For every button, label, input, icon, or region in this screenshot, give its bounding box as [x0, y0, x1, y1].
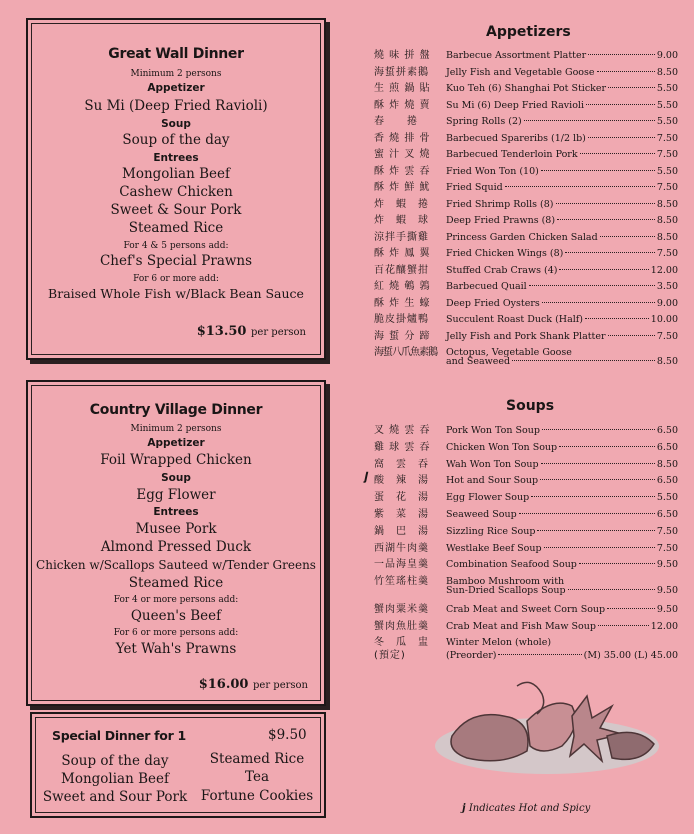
- dish-price: 7.50: [656, 330, 678, 342]
- soups-heading: Soups: [506, 398, 555, 414]
- special-dinner-box: [30, 712, 326, 818]
- country-village-appetizer-heading: Appetizer: [147, 437, 205, 449]
- dot-leader: [579, 563, 655, 564]
- hot-spicy-icon: 𝒋: [364, 470, 368, 483]
- dish-chinese-name: 酥 炸 鳳 翼: [374, 248, 431, 259]
- country-village-title: Country Village Dinner: [89, 402, 263, 418]
- soup-row: [374, 488, 678, 504]
- appetizer-row: [374, 129, 678, 145]
- great-wall-add6-dish: Braised Whole Fish w/Black Bean Sauce: [48, 286, 304, 301]
- dish-price: 6.50: [656, 475, 678, 487]
- dish-price: 7.50: [656, 248, 678, 259]
- country-village-entrees-heading: Entrees: [153, 506, 199, 518]
- dish-price: 5.50: [656, 116, 678, 127]
- appetizer-row: [374, 261, 678, 277]
- country-village-add4-note: For 4 or more persons add:: [113, 595, 239, 605]
- dish-english-name: Barbecued Spareribs (1/2 lb): [446, 132, 586, 144]
- dish-english-name: Fried Shrimp Rolls (8): [446, 198, 554, 210]
- dish-chinese-name: 叉 燒 雲 吞: [374, 425, 431, 436]
- country-village-add6-dish: Yet Wah's Prawns: [115, 641, 237, 657]
- dot-leader: [565, 252, 654, 253]
- appetizer-row: [374, 79, 678, 95]
- dish-price: 9.50: [656, 559, 678, 571]
- dish-price: 8.50: [656, 198, 678, 210]
- dot-leader: [541, 170, 655, 171]
- special-dinner-item: Sweet and Sour Pork: [42, 789, 188, 805]
- dish-english-name-cont: Sun-Dried Scallops Soup: [446, 585, 566, 596]
- dish-english-name: Westlake Beef Soup: [446, 542, 542, 554]
- dish-price: 8.50: [656, 66, 678, 78]
- country-village-dinner-box: [26, 380, 326, 706]
- dish-english-name: Fried Squid: [446, 182, 503, 193]
- dot-leader: [542, 429, 655, 430]
- country-village-entree: Chicken w/Scallops Sauteed w/Tender Greens: [36, 558, 316, 572]
- dot-leader: [519, 513, 655, 514]
- dish-english-name: Jelly Fish and Vegetable Goose: [446, 66, 595, 78]
- dot-leader: [505, 186, 655, 187]
- country-village-add6-note: For 6 or more persons add:: [113, 628, 239, 638]
- dish-english-name-cont: (Preorder): [446, 650, 497, 661]
- dish-price: 7.50: [656, 149, 678, 160]
- dish-english-name: Egg Flower Soup: [446, 492, 530, 504]
- appetizer-row: [374, 162, 678, 178]
- dish-price: 8.50: [656, 215, 678, 226]
- country-village-price: $16.00 per person: [198, 677, 308, 692]
- great-wall-minimum: Minimum 2 persons: [130, 69, 222, 79]
- dish-english-name: Princess Garden Chicken Salad: [446, 231, 598, 243]
- soup-row: [374, 505, 678, 521]
- dish-price: 9.50: [656, 604, 678, 615]
- dot-leader: [531, 496, 655, 497]
- dish-price: 5.50: [656, 83, 678, 94]
- dish-price: 5.50: [656, 492, 678, 504]
- appetizer-row: [374, 178, 678, 194]
- dish-price: 6.50: [656, 509, 678, 520]
- dot-leader: [585, 318, 649, 319]
- dish-english-name: Deep Fried Prawns (8): [446, 215, 556, 226]
- appetizer-row: [374, 46, 678, 62]
- dot-leader: [597, 71, 655, 72]
- appetizer-row: [374, 63, 678, 79]
- soup-row: [374, 555, 678, 571]
- dot-leader: [588, 137, 655, 138]
- dish-chinese-name: 脆皮掛爐鴨: [374, 314, 429, 325]
- appetizer-row: [374, 244, 678, 260]
- appetizer-row: [374, 294, 678, 310]
- dish-chinese-name: 一品海皇羹: [374, 559, 429, 571]
- dish-chinese-name: 炸 蝦 捲: [374, 198, 429, 210]
- seafood-illustration: [432, 676, 662, 776]
- appetizer-row: [374, 195, 678, 211]
- dish-price: 5.50: [656, 99, 678, 111]
- dot-leader: [586, 104, 655, 105]
- dish-chinese-name: 酥 炸 雲 吞: [374, 165, 431, 177]
- dish-chinese-name: 紅 燒 鵪 鶉: [374, 281, 431, 292]
- soup-row: [374, 522, 678, 538]
- dish-price: 12.00: [650, 621, 678, 632]
- special-dinner-item: Fortune Cookies: [200, 788, 314, 804]
- dish-price: 9.50: [656, 585, 678, 596]
- appetizer-row: [374, 277, 678, 293]
- great-wall-soup: Soup of the day: [122, 132, 230, 148]
- dish-price: 8.50: [656, 356, 678, 367]
- dish-english-name: Octopus, Vegetable Goose: [446, 347, 572, 358]
- dot-leader: [512, 360, 655, 361]
- dish-chinese-name: 西湖牛肉羹: [374, 542, 429, 554]
- soup-row-crab-maw: [374, 617, 678, 633]
- dish-chinese-note: (預定): [374, 650, 406, 661]
- dish-chinese-name: 海蜇拼素鵝: [374, 66, 429, 78]
- dish-chinese-name: 紫 菜 湯: [374, 509, 429, 520]
- dish-chinese-name: 窩 雲 吞: [374, 458, 429, 470]
- dish-chinese-name: 炸 蝦 球: [374, 215, 429, 226]
- dish-chinese-name: 蜜 汁 叉 燒: [374, 149, 431, 160]
- dish-english-name: Pork Won Ton Soup: [446, 425, 540, 436]
- dish-english-name: Sizzling Rice Soup: [446, 525, 536, 537]
- special-dinner-item: Soup of the day: [61, 753, 169, 769]
- dish-chinese-name: 香 燒 排 骨: [374, 132, 431, 144]
- dot-leader: [588, 54, 655, 55]
- dish-english-name: Wah Won Ton Soup: [446, 458, 539, 470]
- footnote-text: Indicates Hot and Spicy: [468, 803, 591, 814]
- dish-english-name: Barbecued Quail: [446, 281, 527, 292]
- dish-price: 7.50: [656, 542, 678, 554]
- dish-chinese-name: 蛋 花 湯: [374, 492, 429, 504]
- dish-chinese-name: 酥 炸 燒 賣: [374, 99, 431, 111]
- clam-shell-icon: [451, 715, 528, 761]
- dish-english-name: Jelly Fish and Pork Shank Platter: [446, 330, 606, 342]
- dish-price: (M) 35.00 (L) 45.00: [583, 650, 678, 661]
- country-village-soup-heading: Soup: [161, 472, 191, 484]
- dish-chinese-name: 涼拌手撕雞: [374, 231, 429, 243]
- soup-row: [374, 471, 678, 487]
- dot-leader: [598, 625, 649, 626]
- dish-english-name: Crab Meat and Fish Maw Soup: [446, 621, 596, 632]
- dot-leader: [537, 530, 654, 531]
- dish-chinese-name: 鍋 巴 湯: [374, 525, 429, 537]
- appetizer-row: [374, 96, 678, 112]
- dish-english-name: Combination Seafood Soup: [446, 559, 577, 571]
- dot-leader: [542, 302, 655, 303]
- appetizers-heading: Appetizers: [486, 24, 571, 40]
- dish-price: 10.00: [650, 314, 678, 325]
- dish-english-name: Hot and Sour Soup: [446, 475, 539, 487]
- dish-english-name: Chicken Won Ton Soup: [446, 441, 558, 453]
- dot-leader: [559, 269, 648, 270]
- great-wall-entrees-heading: Entrees: [153, 152, 199, 164]
- dish-english-name-cont: and Seaweed: [446, 356, 511, 367]
- dish-chinese-name: 燒 味 拼 盤: [374, 50, 431, 61]
- dish-chinese-name: 冬 瓜 盅: [374, 637, 429, 648]
- dish-chinese-name: 蟹肉魚肚羹: [374, 621, 429, 632]
- dish-english-name: Bamboo Mushroom with: [446, 576, 565, 587]
- dish-price: 9.00: [656, 297, 678, 309]
- dish-english-name: Spring Rolls (2): [446, 116, 522, 127]
- footnote: [462, 803, 590, 814]
- dot-leader: [524, 120, 655, 121]
- dish-chinese-name: 酥 炸 鮮 魷: [374, 182, 431, 193]
- great-wall-dinner-box: [26, 18, 326, 360]
- dish-english-name: Kuo Teh (6) Shanghai Pot Sticker: [446, 83, 607, 94]
- great-wall-add6-note: For 6 or more add:: [133, 274, 219, 284]
- dish-chinese-name: 雞 球 雲 吞: [374, 441, 431, 453]
- country-village-entree: Steamed Rice: [128, 575, 224, 591]
- soup-row: [374, 455, 678, 471]
- great-wall-price: $13.50 per person: [196, 324, 306, 339]
- soup-row: [374, 438, 678, 454]
- appetizer-row: [374, 211, 678, 227]
- dish-english-name: Stuffed Crab Craws (4): [446, 264, 558, 276]
- shrimp-antenna-icon: [517, 682, 544, 714]
- dish-price: 5.50: [656, 165, 678, 177]
- dish-english-name: Barbecued Tenderloin Pork: [446, 149, 578, 160]
- country-village-appetizer: Foil Wrapped Chicken: [100, 452, 252, 468]
- dish-english-name: Fried Won Ton (10): [446, 165, 539, 177]
- dish-chinese-name: 蟹肉粟米羹: [374, 604, 429, 615]
- dish-chinese-name: 酸 辣 湯: [374, 475, 429, 487]
- dot-leader: [608, 87, 655, 88]
- dot-leader: [556, 203, 655, 204]
- dish-price: 8.50: [656, 231, 678, 243]
- dish-price: 7.50: [656, 525, 678, 537]
- great-wall-entree: Sweet & Sour Pork: [110, 202, 242, 218]
- dish-chinese-name: 海 蜇 分 蹄: [374, 330, 431, 342]
- great-wall-appetizer-heading: Appetizer: [147, 82, 205, 94]
- dish-english-name: Deep Fried Oysters: [446, 297, 540, 309]
- dot-leader: [600, 236, 655, 237]
- special-dinner-price: $9.50: [268, 727, 307, 743]
- special-dinner-title: Special Dinner for 1: [52, 728, 186, 743]
- dish-chinese-name: 竹笙瑤柱羹: [374, 576, 429, 587]
- dot-leader: [529, 285, 655, 286]
- dish-price: 3.50: [656, 281, 678, 292]
- appetizer-row: [374, 228, 678, 244]
- dish-english-name: Seaweed Soup: [446, 509, 517, 520]
- dish-chinese-name: 酥 炸 生 蠔: [374, 297, 431, 309]
- soup-row-crab-corn: [374, 600, 678, 616]
- dot-leader: [559, 446, 655, 447]
- country-village-entree: Musee Pork: [135, 521, 217, 537]
- appetizer-row: [374, 145, 678, 161]
- dot-leader: [540, 479, 655, 480]
- special-dinner-item: Mongolian Beef: [61, 771, 169, 787]
- dish-price: 6.50: [656, 425, 678, 436]
- great-wall-appetizer: Su Mi (Deep Fried Ravioli): [84, 98, 268, 114]
- dish-price: 7.50: [656, 182, 678, 193]
- soup-row: [374, 539, 678, 555]
- dish-chinese-name: 海蜇八爪魚素鵝: [374, 347, 437, 358]
- country-village-per-person: per person: [253, 680, 308, 691]
- dish-english-name: Su Mi (6) Deep Fried Ravioli: [446, 99, 585, 111]
- dot-leader: [568, 589, 655, 590]
- dish-english-name: Crab Meat and Sweet Corn Soup: [446, 604, 606, 615]
- great-wall-entree: Mongolian Beef: [122, 166, 230, 182]
- dish-price: 8.50: [656, 458, 678, 470]
- country-village-minimum: Minimum 2 persons: [130, 424, 222, 434]
- dot-leader: [541, 463, 655, 464]
- special-dinner-item: Steamed Rice: [209, 751, 305, 767]
- dish-price: 7.50: [656, 132, 678, 144]
- dot-leader: [580, 153, 655, 154]
- great-wall-entree: Steamed Rice: [128, 220, 224, 236]
- dish-english-name: Fried Chicken Wings (8): [446, 248, 564, 259]
- dot-leader: [544, 547, 655, 548]
- hot-spicy-icon: 𝒋: [462, 803, 466, 814]
- country-village-entree: Almond Pressed Duck: [100, 539, 252, 555]
- country-village-soup: Egg Flower: [136, 487, 216, 503]
- great-wall-title: Great Wall Dinner: [108, 46, 244, 62]
- dot-leader: [607, 608, 655, 609]
- great-wall-entree: Cashew Chicken: [119, 184, 233, 200]
- soup-row: [374, 421, 678, 437]
- great-wall-soup-heading: Soup: [161, 118, 191, 130]
- dish-price: 12.00: [650, 264, 678, 276]
- country-village-add4-dish: Queen's Beef: [130, 608, 222, 624]
- dish-chinese-name: 百花釀蟹拑: [374, 264, 429, 276]
- dot-leader: [557, 219, 655, 220]
- appetizer-row: [374, 112, 678, 128]
- appetizer-row: [374, 327, 678, 343]
- great-wall-per-person: per person: [251, 327, 306, 338]
- great-wall-add4-dish: Chef's Special Prawns: [99, 253, 253, 269]
- appetizer-row: [374, 310, 678, 326]
- dot-leader: [608, 335, 655, 336]
- special-dinner-item: Tea: [245, 769, 269, 785]
- dish-english-name: Winter Melon (whole): [446, 637, 552, 648]
- dish-price: 9.00: [656, 50, 678, 61]
- dot-leader: [498, 654, 581, 655]
- dish-price: 6.50: [656, 441, 678, 453]
- dish-chinese-name: 春 捲: [374, 116, 418, 127]
- great-wall-add4-note: For 4 & 5 persons add:: [123, 241, 229, 251]
- dish-english-name: Succulent Roast Duck (Half): [446, 314, 583, 325]
- dish-chinese-name: 生 煎 鍋 貼: [374, 83, 431, 94]
- dish-english-name: Barbecue Assortment Platter: [446, 50, 587, 61]
